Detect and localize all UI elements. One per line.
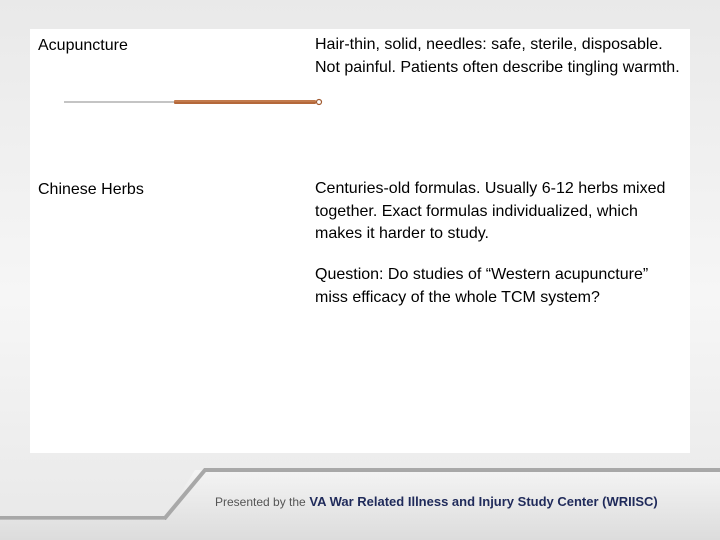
- acupuncture-description: Hair-thin, solid, needles: safe, sterile, disposable. Not painful. Patients often describe tingling warmth.: [315, 36, 680, 76]
- needle-handle: [174, 100, 316, 104]
- acupuncture-label: Acupuncture: [38, 37, 128, 54]
- needle-loop: [317, 100, 322, 105]
- footer-organization: VA War Related Illness and Injury Study Center (WRIISC): [309, 494, 658, 509]
- question-text: Question: Do studies of “Western acupuncture” miss efficacy of the whole TCM system?: [315, 266, 649, 306]
- footer-prefix: Presented by the: [215, 495, 306, 509]
- acupuncture-needle-image: [62, 95, 324, 109]
- content-panel: [30, 29, 690, 453]
- chinese-herbs-label: Chinese Herbs: [38, 181, 144, 198]
- chinese-herbs-description: Centuries-old formulas. Usually 6-12 herbs mixed together. Exact formulas individualized, which makes it harder to study.: [315, 180, 666, 242]
- footer-credit: [215, 494, 658, 509]
